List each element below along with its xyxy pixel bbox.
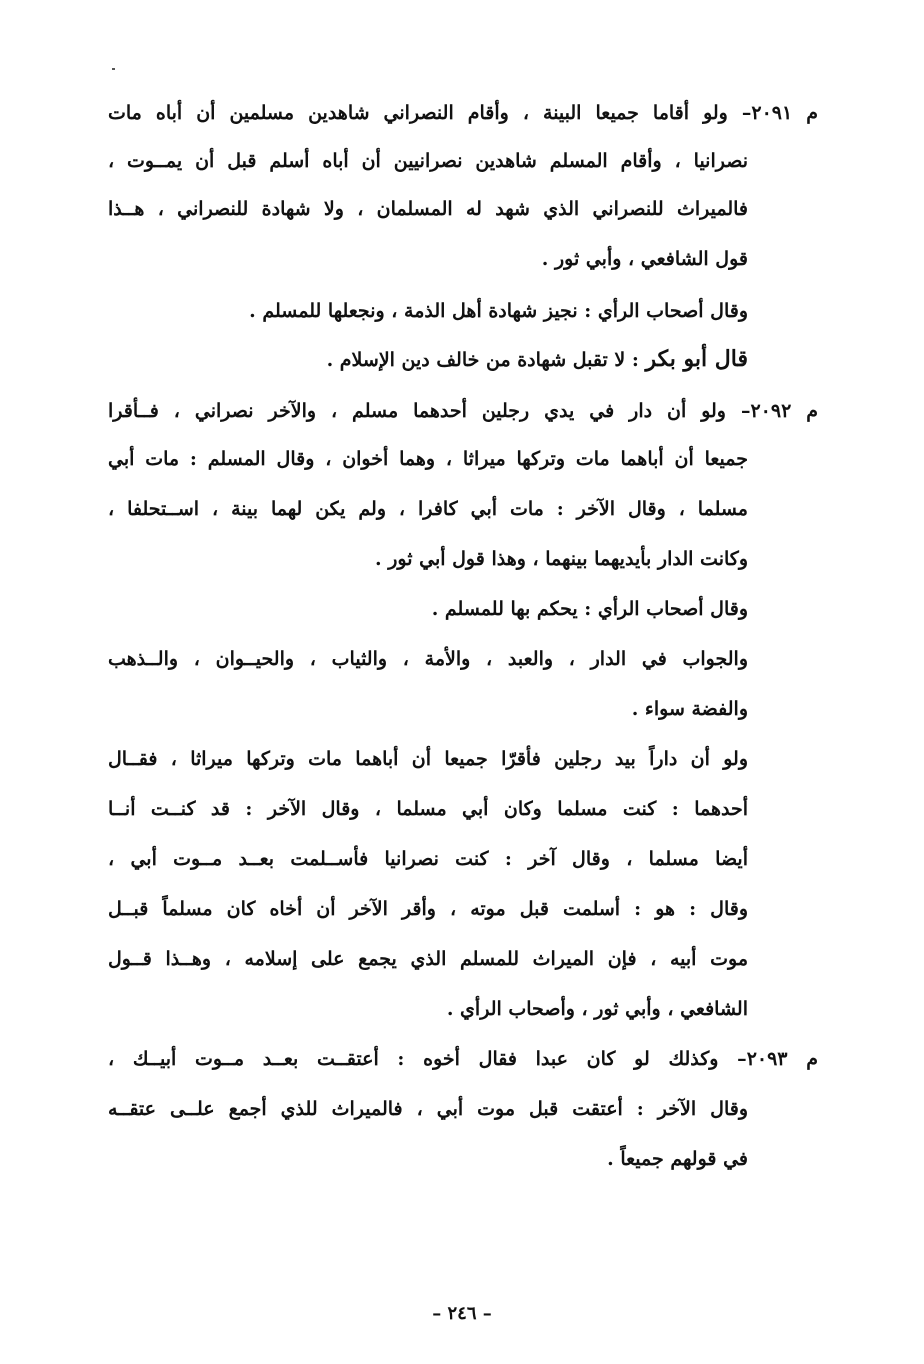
paragraph-2091-line-3: فالميراث للنصراني الذي شهد له المسلمان ، ولا شهادة للنصراني ، هــذا	[108, 198, 748, 220]
paragraph-2092-line-4: وكانت الدار بأيديهما بينهما ، وهذا قول أبي ثور .	[374, 548, 748, 570]
two-brothers-line-2: أحدهما : كنت مسلما وكان أبي مسلما ، وقال الآخر : قد كنــت أنــا	[108, 798, 748, 820]
two-brothers-line-6: الشافعي ، وأبي ثور ، وأصحاب الرأي .	[446, 998, 748, 1020]
answer-line-1: والجواب في الدار ، والعبد ، والأمة ، والثياب ، والحيــوان ، والــذهب	[108, 648, 748, 670]
paragraph-2093-line-2: وقال الآخر : أعتقت قبل موت أبي ، فالميراث للذي أجمع علــى عتقــه	[108, 1098, 748, 1120]
answer-line-2: والفضة سواء .	[631, 698, 748, 720]
two-brothers-line-1: ولو أن داراً بيد رجلين فأقرّا جميعا أن أباهما مات وتركها ميراثا ، فقــال	[108, 748, 748, 770]
paragraph-2091-line-4: قول الشافعي ، وأبي ثور .	[541, 248, 748, 270]
abu-bakr-lead: قال أبو بكر	[645, 346, 748, 372]
abu-bakr-statement	[108, 344, 748, 374]
scan-speck	[112, 68, 115, 70]
paragraph-2092-line-3: مسلما ، وقال الآخر : مات أبي كافرا ، ولم يكن لهما بينة ، اســتحلفا ،	[108, 498, 748, 520]
two-brothers-line-3: أيضا مسلما ، وقال آخر : كنت نصرانيا فأســلمت بعــد مــوت أبي ،	[108, 848, 748, 870]
paragraph-2093-line-3: في قولهم جميعاً .	[607, 1148, 748, 1170]
two-brothers-line-4: وقال : هو : أسلمت قبل موته ، وأقر الآخر أن أخاه كان مسلماً قبــل	[108, 898, 748, 920]
abu-bakr-text: : لا تقبل شهادة من خالف دين الإسلام .	[326, 349, 646, 371]
paragraph-2091-line-2: نصرانيا ، وأقام المسلم شاهدين نصرانيين أن أباه أسلم قبل أن يمــوت ،	[108, 150, 748, 172]
paragraph-2093-line-1: م ٢٠٩٣– وكذلك لو كان عبدا فقال أخوه : أعتقــت بعــد مــوت أبيــك ،	[108, 1048, 818, 1070]
paragraph-2091-line-1: م ٢٠٩١– ولو أقاما جميعا البينة ، وأقام النصراني شاهدين مسلمين أن أباه مات	[108, 102, 818, 124]
two-brothers-line-5: موت أبيه ، فإن الميراث للمسلم الذي يجمع على إسلامه ، وهــذا قــول	[108, 948, 748, 970]
paragraph-2092-line-2: جميعا أن أباهما مات وتركها ميراثا ، وهما أخوان ، وقال المسلم : مات أبي	[108, 448, 748, 470]
opinion-ashab-al-ray-2: وقال أصحاب الرأي : يحكم بها للمسلم .	[431, 598, 748, 620]
paragraph-2092-line-1: م ٢٠٩٢– ولو أن دار في يدي رجلين أحدهما مسلم ، والآخر نصراني ، فــأقرا	[108, 400, 819, 422]
page-number: – ٢٤٦ –	[432, 1303, 492, 1324]
opinion-ashab-al-ray-1: وقال أصحاب الرأي : نجيز شهادة أهل الذمة ، ونجعلها للمسلم .	[249, 300, 748, 322]
